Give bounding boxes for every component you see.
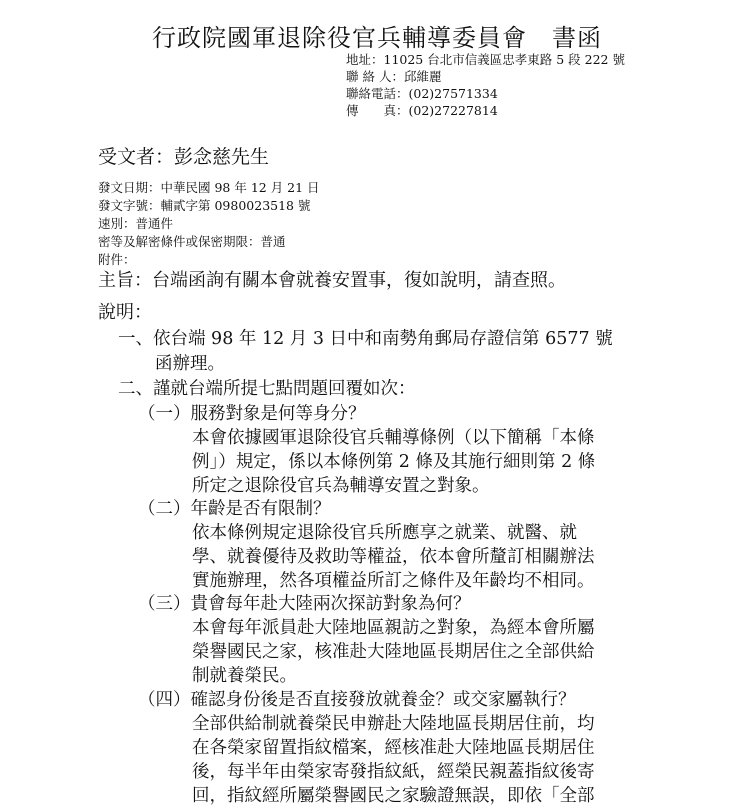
answer-2-line-3: 實施辦理，然各項權益所訂之條件及年齡均不相同。 bbox=[192, 571, 595, 591]
attachment-label: 附件： bbox=[98, 252, 136, 267]
answer-4-line-4: 回，指紋經所屬榮譽國民之家驗證無誤，即依「全部 bbox=[192, 786, 595, 806]
contact-fax: 傳 真：(02)27227814 bbox=[346, 103, 498, 118]
answer-1-line-3: 所定之退除役官兵為輔導安置之對象。 bbox=[192, 476, 490, 496]
item-2-heading: 二、謹就台端所提七點問題回覆如次： bbox=[118, 379, 416, 399]
subject-line: 主旨：台端函詢有關本會就養安置事，復如說明，請查照。 bbox=[98, 270, 566, 291]
item-1-line-1: 一、依台端 98 年 12 月 3 日中和南勢角郵局存證信第 6577 號 bbox=[118, 329, 613, 349]
document-title: 行政院國軍退除役官兵輔導委員會 書函 bbox=[152, 24, 602, 52]
contact-person: 聯 絡 人：邱維麗 bbox=[346, 69, 442, 84]
answer-2-line-2: 學、就養優待及救助等權益，依本會所釐訂相關辦法 bbox=[192, 547, 595, 567]
answer-2-line-1: 依本條例規定退除役官兵所應享之就業、就醫、就 bbox=[192, 523, 577, 543]
issue-date: 發文日期：中華民國 98 年 12 月 21 日 bbox=[98, 180, 320, 195]
answer-1-line-1: 本會依據國軍退除役官兵輔導條例（以下簡稱「本條 bbox=[192, 428, 595, 448]
contact-phone: 聯絡電話：(02)27571334 bbox=[346, 86, 498, 101]
question-2: （二）年齡是否有限制？ bbox=[138, 499, 331, 519]
question-4: （四）確認身份後是否直接發放就養金？或交家屬執行？ bbox=[138, 690, 576, 710]
answer-4-line-2: 在各榮家留置指紋檔案，經核准赴大陸地區長期居住 bbox=[192, 738, 595, 758]
question-1: （一）服務對象是何等身分？ bbox=[138, 404, 366, 424]
delivery-speed: 速別：普通件 bbox=[98, 216, 174, 231]
item-1-line-2: 函辦理。 bbox=[155, 354, 225, 374]
answer-1-line-2: 例」）規定，係以本條例第 2 條及其施行細則第 2 條 bbox=[192, 452, 596, 472]
answer-3-line-1: 本會每年派員赴大陸地區親訪之對象，為經本會所屬 bbox=[192, 618, 595, 638]
answer-3-line-2: 榮譽國民之家，核准赴大陸地區長期居住之全部供給 bbox=[192, 642, 595, 662]
answer-3-line-3: 制就養榮民。 bbox=[192, 666, 297, 686]
document-number: 發文字號：輔貳字第 0980023518 號 bbox=[98, 198, 311, 213]
answer-4-line-1: 全部供給制就養榮民申辦赴大陸地區長期居住前，均 bbox=[192, 714, 595, 734]
question-3: （三）貴會每年赴大陸兩次探訪對象為何？ bbox=[138, 594, 471, 614]
recipient: 受文者：彭念慈先生 bbox=[98, 146, 270, 168]
security-level: 密等及解密條件或保密期限：普通 bbox=[98, 234, 286, 249]
answer-4-line-3: 後，每半年由榮家寄發指紋紙，經榮民親蓋指紋後寄 bbox=[192, 762, 595, 782]
sender-address: 地址：11025 台北市信義區忠孝東路 5 段 222 號 bbox=[346, 52, 625, 67]
explanation-label: 說明： bbox=[98, 302, 152, 323]
